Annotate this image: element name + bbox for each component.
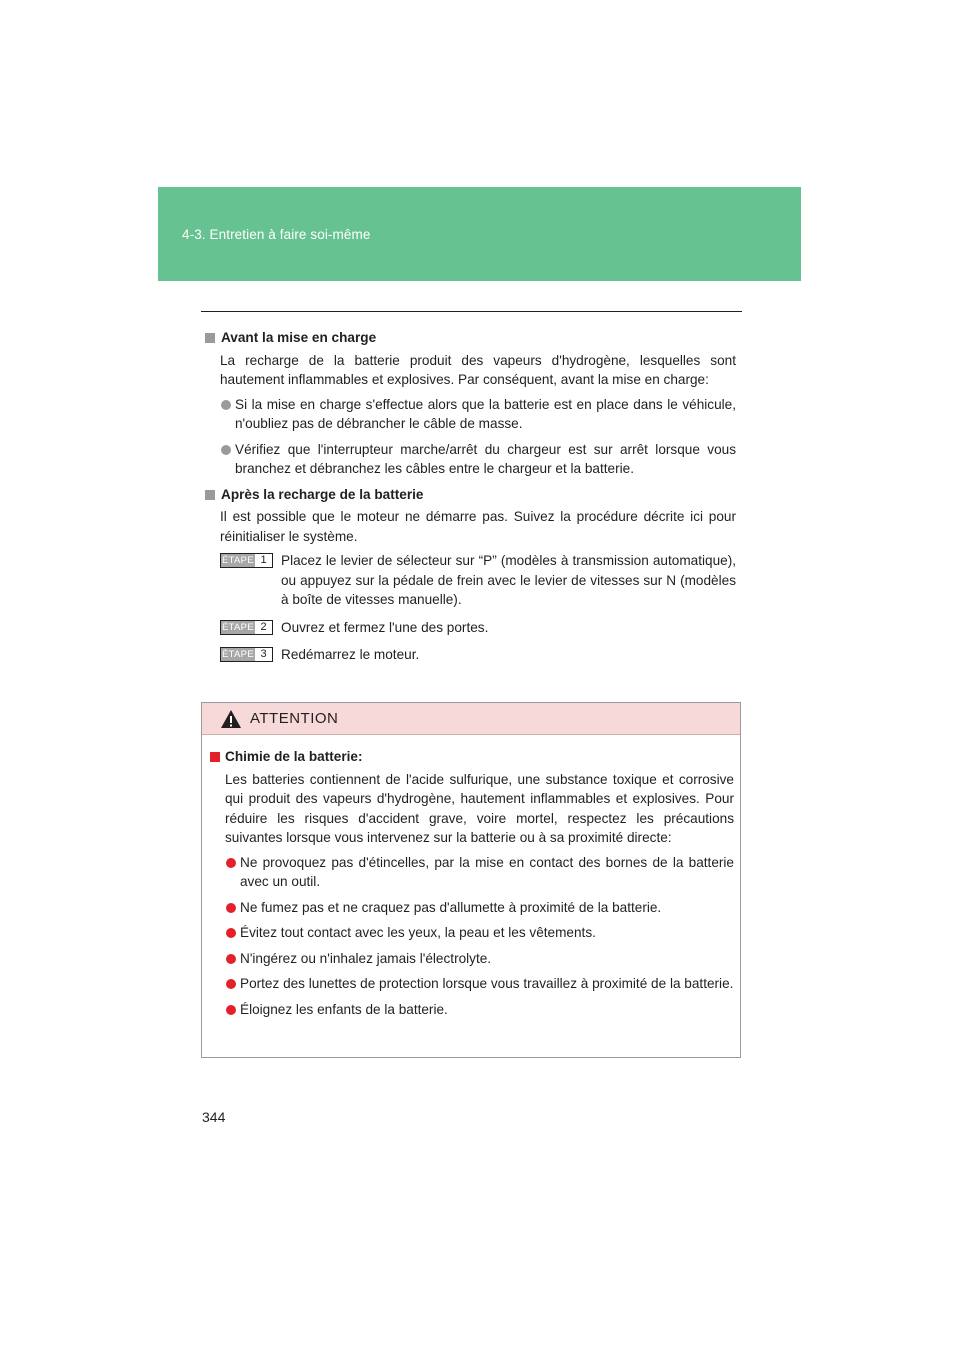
step-badge: ÉTAPE 2 xyxy=(220,620,273,635)
step-badge: ÉTAPE 3 xyxy=(220,647,273,662)
step-item: ÉTAPE 2 Ouvrez et fermez l'une des portes. xyxy=(205,618,736,638)
list-item: Portez des lunettes de protection lorsque vous travaillez à proximité de la batterie. xyxy=(210,974,734,994)
circle-bullet-icon xyxy=(221,400,231,410)
circle-bullet-icon xyxy=(226,858,236,868)
warning-title: ATTENTION xyxy=(250,710,339,727)
step-item: ÉTAPE 1 Placez le levier de sélecteur sur “P” (modèles à transmission automatique), ou appuyez sur la pédale de frein avec le levier de vitesses sur N (modèles à boîte de vitesses manuelle). xyxy=(205,551,736,610)
warning-triangle-icon xyxy=(220,709,242,729)
paragraph: Les batteries contiennent de l'acide sulfurique, une substance toxique et corrosive qui produit des vapeurs d'hydrogène, hautement inflammables et explosives. Pour réduire les risques d'accident grave, voire mortel, respectez les précautions suivantes lorsque vous intervenez sur la batterie ou à sa proximité directe: xyxy=(225,771,734,845)
square-bullet-icon xyxy=(205,333,215,343)
circle-bullet-icon xyxy=(226,928,236,938)
step-item: ÉTAPE 3 Redémarrez le moteur. xyxy=(205,645,736,665)
page-number: 344 xyxy=(202,1109,226,1125)
list-item: Si la mise en charge s'effectue alors que la batterie est en place dans le véhicule, n'oubliez pas de débrancher le câble de masse. xyxy=(205,395,736,434)
square-bullet-icon xyxy=(205,490,215,500)
list-item: N'ingérez ou n'inhalez jamais l'électrolyte. xyxy=(210,949,734,969)
list-item: Évitez tout contact avec les yeux, la peau et les vêtements. xyxy=(210,923,734,943)
warning-heading: Chimie de la batterie: xyxy=(210,747,734,767)
paragraph: Il est possible que le moteur ne démarre pas. Suivez la procédure décrite ici pour réinitialiser le système. xyxy=(220,509,736,544)
list-item: Vérifiez que l'interrupteur marche/arrêt du chargeur est sur arrêt lorsque vous branchez et débranchez les câbles entre le chargeur et la batterie. xyxy=(205,440,736,479)
warning-header xyxy=(202,703,740,735)
section-heading-before-charge: Avant la mise en charge xyxy=(205,328,736,348)
circle-bullet-icon xyxy=(221,445,231,455)
square-bullet-icon xyxy=(210,752,220,762)
list-item: Éloignez les enfants de la batterie. xyxy=(210,1000,734,1020)
header-band xyxy=(158,187,801,281)
list-item: Ne fumez pas et ne craquez pas d'allumette à proximité de la batterie. xyxy=(210,898,734,918)
circle-bullet-icon xyxy=(226,1005,236,1015)
circle-bullet-icon xyxy=(226,954,236,964)
section-title: 4-3. Entretien à faire soi-même xyxy=(182,227,371,242)
step-badge: ÉTAPE 1 xyxy=(220,553,273,568)
warning-box xyxy=(201,702,741,1058)
list-item: Ne provoquez pas d'étincelles, par la mise en contact des bornes de la batterie avec un outil. xyxy=(210,853,734,892)
section-heading-after-charge: Après la recharge de la batterie xyxy=(205,485,736,505)
paragraph: La recharge de la batterie produit des vapeurs d'hydrogène, lesquelles sont hautement inflammables et explosives. Par conséquent, avant la mise en charge: xyxy=(220,352,736,387)
warning-body xyxy=(202,735,740,1019)
main-content xyxy=(205,328,736,672)
circle-bullet-icon xyxy=(226,903,236,913)
divider xyxy=(201,311,742,312)
circle-bullet-icon xyxy=(226,979,236,989)
